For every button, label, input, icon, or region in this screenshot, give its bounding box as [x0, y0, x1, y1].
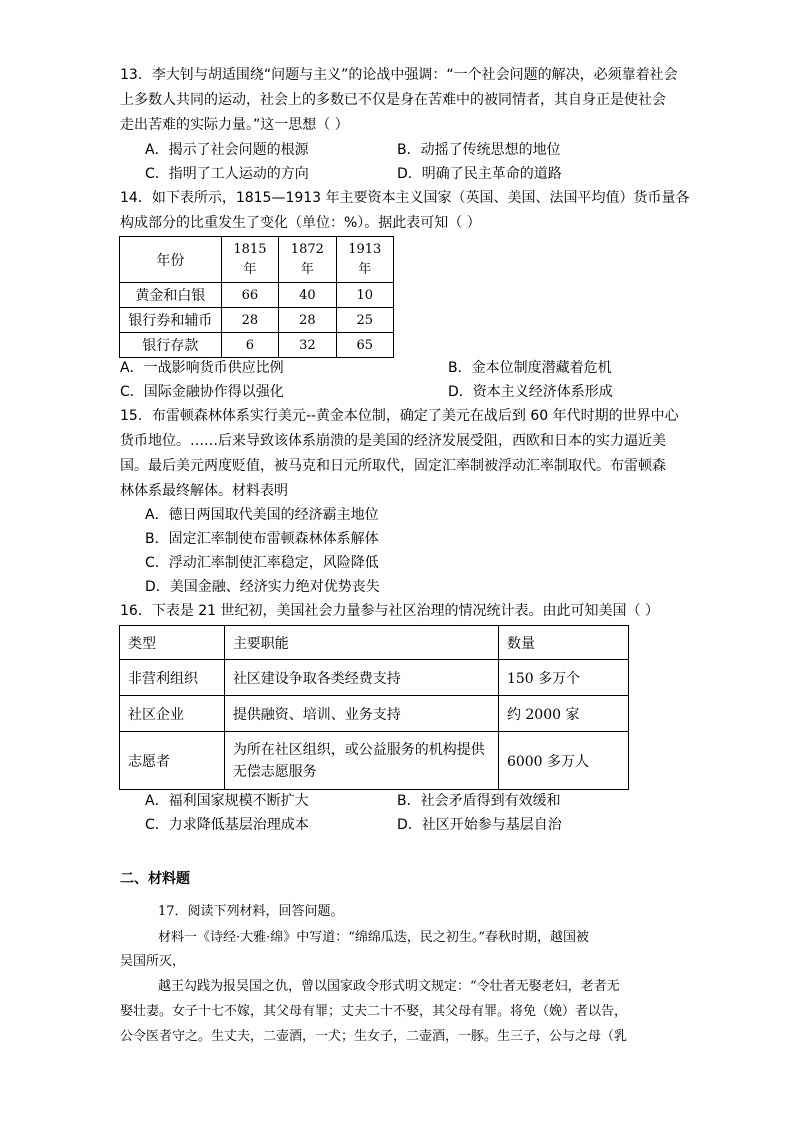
table-header-row: [120, 626, 629, 660]
cell-function: 社区建设争取各类经费支持: [224, 660, 498, 696]
header-type: 类型: [120, 626, 225, 660]
q14-option-a: A．一战影响货币供应比例: [120, 360, 284, 376]
money-structure-table: [119, 236, 394, 358]
q16-stem: 16．下表是 21 世纪初，美国社会力量参与社区治理的情况统计表。由此可知美国（ ）: [120, 603, 659, 619]
header-quantity: 数量: [498, 626, 628, 660]
cell-quantity: 约 2000 家: [498, 696, 628, 732]
table-header-1815: [221, 237, 278, 283]
q15-stem-line-3: 国。最后美元两度贬值，被马克和日元所取代，固定汇率制被浮动汇率制取代。布雷顿森: [120, 458, 666, 474]
q16-option-b: B．社会矛盾得到有效缓和: [397, 793, 561, 809]
header-function: 主要职能: [224, 626, 498, 660]
q14-option-d: D．资本主义经济体系形成: [448, 384, 613, 400]
row-label: 银行存款: [120, 333, 222, 358]
cell-value: 25: [336, 308, 393, 333]
cell-value: 32: [279, 333, 336, 358]
year-1872: 1872: [290, 241, 324, 257]
q17-material-line-3: 越王勾践为报吴国之仇，曾以国家政令形式明文规定：“令壮者无娶老妇，老者无: [158, 979, 620, 994]
q17-intro: 17．阅读下列材料，回答问题。: [158, 904, 344, 919]
q13-stem-line-2: 上多数人共同的运动，社会上的多数已不仅是身在苦难中的被同情者，其自身正是使社会: [120, 92, 666, 108]
cell-function: [224, 732, 498, 790]
cell-value: 40: [279, 283, 336, 308]
cell-value: 6: [221, 333, 278, 358]
year-unit: 年: [300, 261, 314, 277]
cell-type: 社区企业: [120, 696, 225, 732]
q16-option-d: D．社区开始参与基层自治: [397, 817, 562, 833]
q13-option-d: D．明确了民主革命的道路: [397, 166, 562, 182]
q13-option-a: A．揭示了社会问题的根源: [145, 142, 309, 158]
q14-option-b: B．金本位制度潜藏着危机: [448, 360, 612, 376]
cell-value: 28: [279, 308, 336, 333]
q15-option-c: C．浮动汇率制使汇率稳定，风险降低: [145, 555, 379, 571]
function-line-1: 为所在社区组织，或公益服务的机构提供: [232, 741, 485, 758]
q13-stem-line-1: 13．李大钊与胡适围绕“问题与主义”的论战中强调：“一个社会问题的解决，必须靠着社会: [120, 67, 678, 83]
cell-function: 提供融资、培训、业务支持: [224, 696, 498, 732]
cell-quantity: 150 多万个: [498, 660, 628, 696]
q13-option-c: C．指明了工人运动的方向: [145, 166, 309, 182]
table-row: [120, 696, 629, 732]
cell-value: 65: [336, 333, 393, 358]
table-row: [120, 732, 629, 790]
q16-option-a: A．福利国家规模不断扩大: [145, 793, 309, 809]
q14-stem-line-1: 14．如下表所示，1815—1913 年主要资本主义国家（英国、美国、法国平均值）货币量各: [120, 190, 690, 206]
table-row: [120, 660, 629, 696]
q15-stem-line-4: 林体系最终解体。材料表明: [120, 483, 288, 499]
table-row: [120, 283, 394, 308]
q17-material-line-1: 材料一《诗经·大雅·绵》中写道：“绵绵瓜迭，民之初生。”春秋时期，越国被: [158, 930, 590, 945]
table-header-year: 年份: [120, 237, 222, 283]
function-line-2: 无偿志愿服务: [232, 763, 317, 780]
q14-option-c: C．国际金融协作得以强化: [120, 384, 284, 400]
year-unit: 年: [243, 261, 257, 277]
q16-option-c: C．力求降低基层治理成本: [145, 817, 309, 833]
q15-option-b: B．固定汇率制使布雷顿森林体系解体: [145, 531, 379, 547]
q17-material-line-5: 公令医者守之。生丈夫，二壶酒，一犬；生女子，二壶酒，一豚。生三子，公与之母（乳: [120, 1029, 628, 1044]
cell-value: 66: [221, 283, 278, 308]
year-1815: 1815: [233, 241, 267, 257]
cell-value: 10: [336, 283, 393, 308]
q13-option-b: B．动摇了传统思想的地位: [397, 142, 561, 158]
table-row: [120, 308, 394, 333]
year-1913: 1913: [348, 241, 382, 257]
q14-stem-line-2: 构成部分的比重发生了变化（单位：%）。据此表可知（ ）: [120, 215, 481, 231]
cell-quantity: 6000 多万人: [498, 732, 628, 790]
q17-material-line-4: 娶壮妻。女子十七不嫁，其父母有罪；丈夫二十不娶，其父母有罪。将免（娩）者以告，: [120, 1004, 628, 1019]
q15-option-a: A．德日两国取代美国的经济霸主地位: [145, 507, 379, 523]
row-label: 银行券和辅币: [120, 308, 222, 333]
section-heading: 二、材料题: [120, 871, 190, 887]
q15-option-d: D．美国金融、经济实力绝对优势丧失: [145, 579, 380, 595]
table-header-1913: [336, 237, 393, 283]
row-label: 黄金和白银: [120, 283, 222, 308]
table-row: [120, 333, 394, 358]
cell-type: 非营利组织: [120, 660, 225, 696]
year-unit: 年: [358, 261, 372, 277]
q15-stem-line-1: 15．布雷顿森林体系实行美元--黄金本位制，确定了美元在战后到 60 年代时期的世界中心: [120, 408, 679, 424]
q13-stem-line-3: 走出苦难的实际力量。”这一思想（ ）: [120, 117, 349, 133]
q15-stem-line-2: 货币地位。……后来导致该体系崩溃的是美国的经济发展受阻，西欧和日本的实力逼近美: [120, 433, 666, 449]
community-governance-table: [119, 625, 629, 790]
q17-material-line-2: 吴国所灭，: [120, 954, 186, 969]
cell-value: 28: [221, 308, 278, 333]
table-header-1872: [279, 237, 336, 283]
cell-type: 志愿者: [120, 732, 225, 790]
